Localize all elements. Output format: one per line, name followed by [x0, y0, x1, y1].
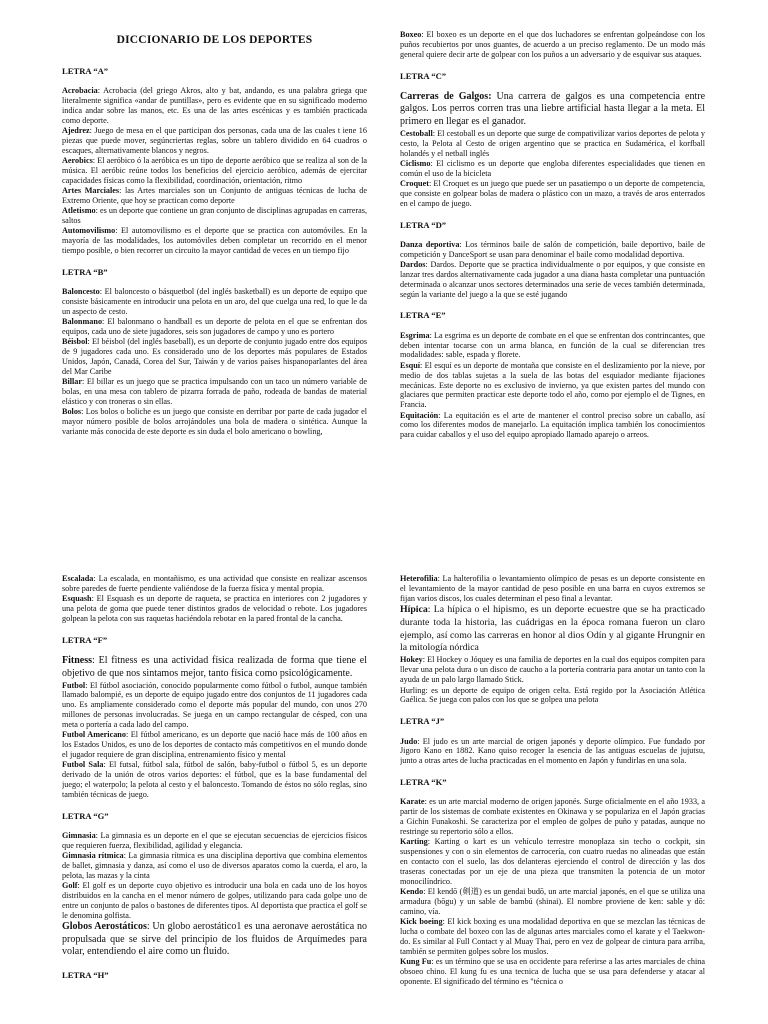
entry-term: Ajedrez [62, 125, 90, 135]
dictionary-entry [400, 331, 705, 361]
entry-definition: : La esgrima es un deporte de combate en el que se enfrentan dos contrincantes, que deben intentar tocarse con un arma blanca, en función de la cual se diferencian tres modalidades: sable, espada y florete. [400, 330, 705, 360]
section-heading: LETRA “C” [400, 70, 447, 81]
entry-term: Baloncesto [62, 287, 100, 297]
entry-definition: : La escalada, en montañismo, es una actividad que consiste en realizar ascensos sobre paredes de fuerte pendiente valiéndose de la fuerza física y mental propia. [62, 574, 367, 593]
dictionary-entry [62, 760, 367, 799]
dictionary-entry [62, 377, 367, 407]
dictionary-entry [62, 287, 367, 317]
dictionary-entry [62, 574, 367, 594]
entry-term: Hokey [400, 655, 423, 665]
entry-definition: : El fútbol asociación, conocido popularmente como fútbol o futbol, aunque también llamado balompié, es un deporte de equipo jugado entre dos conjuntos de 11 jugadores cada uno. Es ampliamente considerado como el deporte más popular del mundo, con unos 270 millones de personas involucradas. Se juega en un campo rectangular de césped, con una meta o portería a cada lado del campo. [62, 680, 367, 729]
entry-definition: : es un deporte que contiene un gran conjunto de disciplinas agrupadas en carreras, saltos [62, 206, 367, 226]
dictionary-entry [62, 655, 367, 680]
entry-term: Futbol Americano [62, 730, 126, 740]
entry-term: Automovilismo [62, 226, 116, 236]
entry-definition: : las Artes marciales son un Conjunto de antiguas técnicas de lucha de Extremo Oriente, que hoy se practican como deporte [62, 186, 367, 205]
entry-term: Kung Fu [400, 956, 432, 966]
dictionary-entry [400, 411, 705, 441]
entry-definition: : El kendō (剣道) es un gendai budō, un arte marcial japonés, en el que se utiliza una armadura (bōgu) y un sable de bambú (shinai). El nombre proviene de ken: sable y dō: camino, vía. [400, 886, 705, 916]
dictionary-entry [400, 361, 705, 410]
entry-text: Hurling: es un deporte de equipo de origen celta. Está regido por la Asociación Atlética Gaélica. Se juega con palos con los que se golpea una pelota [400, 685, 705, 705]
entry-definition: : El ciclismo es un deporte que engloba diferentes especialidades que tienen en común el uso de la bicicleta [400, 158, 705, 178]
entry-term: Futbol Sala [62, 760, 104, 770]
dictionary-entry [62, 881, 367, 920]
entry-term: Ciclismo [400, 158, 431, 168]
dictionary-entry [62, 921, 367, 959]
entry-term: Heterofilia [400, 574, 438, 583]
entry-definition: : El Croquet es un juego que puede ser un pasatiempo o un deporte de competencia, que consiste en golpear bolas de madera o plástico con un mazo, a través de aros enterrados en el campo de juego. [400, 179, 705, 208]
dictionary-entry [400, 837, 705, 886]
section-heading: LETRA “H” [62, 969, 109, 980]
dictionary-entry [400, 30, 705, 60]
entry-definition: : El balonmano o handball es un deporte de pelota en el que se enfrentan dos equipos, cada uno de siete jugadores, seis son jugadores de campo y uno es portero [62, 317, 367, 337]
entry-term: Bolos [62, 407, 82, 417]
entry-definition: : La gimnasia es un deporte en el que se ejecutan secuencias de ejercicios físicos que requieren fuerza, flexibilidad, agilidad y elegancia. [62, 830, 367, 850]
entry-term: Fitness [62, 655, 92, 667]
column-2 [400, 30, 705, 530]
entry-definition: : La halterofilia o levantamiento olímpico de pesas es un deporte consistente en el levantamiento de la mayor cantidad de peso posible en una barra en cuyos extremos se fijan varios discos, los cuales determinan el peso final a levantar. [400, 574, 705, 603]
entry-term: Kendo [400, 886, 424, 896]
dictionary-entry [62, 206, 367, 226]
dictionary-entry [62, 126, 367, 156]
section-heading: LETRA “D” [400, 219, 447, 230]
section-heading: LETRA “F” [62, 634, 108, 645]
entry-term: Atletismo [62, 206, 96, 216]
entry-definition: : El esquí es un deporte de montaña que consiste en el deslizamiento por la nieve, por medio de dos tablas sujetas a la suela de las botas del esquiador mediante fijaciones mecánicas. Este deporte no es exclusivo de invierno, ya que existen partes del mundo con glaciares que permiten practicar este deporte todo el año, como por ejemplo el de Tignes, en Francia. [400, 360, 705, 410]
dictionary-entry [62, 831, 367, 851]
dictionary-entry [62, 407, 367, 437]
entry-term: Béisbol [62, 337, 88, 347]
entry-term: Escalada [62, 574, 94, 583]
dictionary-entry [62, 186, 367, 206]
dictionary-entry [400, 957, 705, 987]
section-heading: LETRA “G” [62, 810, 109, 821]
entry-term: Karate [400, 797, 425, 807]
entry-definition: : El Hockey o Jóquey es una familia de deportes en la cual dos equipos compiten para llevar una pelota dura o un disco de caucho a la portería contraria para anotar un tanto con la ayuda de un palo largo llamado Stick. [400, 655, 705, 685]
entry-definition: : es un arte marcial moderno de origen japonés. Surge oficialmente en el año 1933, a partir de los sistemas de combate existentes en Okinawa y se populariza en el Japón gracias a Gichin Funakoshi. Se caracteriza por el empleo de golpes de puño y patadas, aunque no restringe su repertorio sólo a ellos. [400, 797, 705, 836]
section-heading: LETRA “K” [400, 777, 447, 788]
entry-definition: : El boxeo es un deporte en el que dos luchadores se enfrentan golpeándose con los puños recubiertos por unos guantes, de acuerdo a un preciso reglamento. De un modo más general quiere decir arte de golpear con los puños a un adversario y de esquivar sus ataques. [400, 30, 705, 59]
dictionary-entry [400, 240, 705, 260]
dictionary-entry [62, 730, 367, 760]
entry-definition: : Un globo aerostático1 es una aeronave aerostática no propulsada que se sirve del principio de los fluidos de Arquímedes para volar, entendiendo el aire como un fluido. [62, 921, 367, 958]
entry-definition: : El baloncesto o básquetbol (del inglés basketball) es un deporte de equipo que consiste básicamente en introducir una pelota en un aro, del que cuelga una red, lo que le da un aspecto de cesto. [62, 287, 367, 316]
entry-definition: : La gimnasia rítmica es una disciplina deportiva que combina elementos de ballet, gimnasia y danza, así como el uso de diversos aparatos como la cuerda, el aro, la pelota, las mazas y la cinta [62, 851, 367, 880]
entry-term: Karting [400, 837, 428, 847]
entry-term: Boxeo [400, 30, 422, 39]
dictionary-entry [62, 681, 367, 730]
dictionary-entry [400, 797, 705, 836]
entry-term: Judo [400, 736, 418, 746]
entry-term: Equitación [400, 410, 439, 420]
dictionary-entry [62, 86, 367, 125]
entry-definition: : Juego de mesa en el que participan dos personas, cada una de las cuales t iene 16 piezas que puede mover, segúncriertas reglas, sobre un tablero dividido en 64 cuadros o escaques, alternativamente blancos y negros. [62, 125, 367, 155]
entry-definition: : es un término que se usa en occidente para referirse a las artes marciales de china obsoeo chino. El kung fu es una tecnica de lucha que se usa para defenderse y atacar al oponente. El significado del término es "técnica o [400, 956, 705, 986]
entry-term: Futbol [62, 680, 86, 690]
entry-definition: : El kick boxing es una modalidad deportiva en que se mezclan las técnicas de lucha o combate del boxeo con las de algunas artes marciales como el karate y el Taekwon-do. Es similar al Full Contact y al Muay Thai, pero en vez de golpear de cintura para arriba, también se permiten golpes sobre los muslos. [400, 916, 705, 956]
dictionary-entry [400, 887, 705, 917]
entry-definition: : El futsal, fútbol sala, fútbol de salón, baby-futbol o fútbol 5, es un deporte derivado de la unión de otros varios deportes: el fútbol, que es la base fundamental del juego; el waterpolo; la pelota al cesto y el baloncesto. Tomando de éstos no sólo reglas, sino también técnicas de juego. [62, 760, 367, 799]
entry-term: Cestoball [400, 128, 433, 138]
dictionary-entry [62, 337, 367, 376]
dictionary-entry [62, 851, 367, 881]
section-heading: LETRA “E” [400, 310, 446, 321]
entry-definition: : Acrobacia (del griego Akros, alto y bat, andando, es una palabra griega que literalmente significa «andar de puntillas», pero es evidente que en su significado moderno indica andar sobre las manos, etc. Es una de las artes escénicas y es también practicada como deporte. [62, 86, 367, 125]
entry-term: Gimnasia [62, 830, 96, 840]
entry-term: Carreras de Galgos: [400, 90, 492, 102]
entry-term: Croquet [400, 179, 429, 189]
dictionary-entry [62, 226, 367, 256]
entry-term: Gimnasia rítmica [62, 851, 124, 861]
entry-definition: : Dardos. Deporte que se practica individualmente o por equipos, y que consiste en lanzar tres dardos alternativamente cada jugador a una diana hasta completar una puntuación determinada o alcanzar unos sectores determinados una serie de veces también determinada, según la variante del juego a la que se esté jugando [400, 260, 705, 299]
entry-definition: : El aeróbico ó la aeróbica es un tipo de deporte aeróbico que se realiza al son de la música. El aeróbic reúne todos los beneficios del ejercicio aeróbico, además de ejercitar capacidades físicas como la flexibilidad, coordinación, orientación, ritmo [62, 156, 367, 185]
entry-term: Globos Aerostáticos [62, 921, 147, 933]
dictionary-entry [400, 129, 705, 159]
entry-term: Artes Marciales [62, 186, 120, 196]
column-1 [62, 30, 367, 530]
document-title: DICCIONARIO DE LOS DEPORTES [116, 34, 313, 46]
dictionary-entry [62, 156, 367, 186]
section-heading: LETRA “J” [400, 716, 445, 727]
column-3 [62, 574, 367, 1024]
section-heading: LETRA “A” [62, 65, 109, 76]
dictionary-entry [400, 159, 705, 179]
entry-term: Hípica [400, 604, 428, 616]
section-heading: LETRA “B” [62, 266, 108, 277]
entry-term: Esquash [62, 594, 92, 604]
entry-definition: Una carrera de galgos es una competencia entre galgos. Los perros corren tras una liebre artificial hasta llegar a la meta. El primero en llegar es el ganador. [400, 90, 705, 127]
dictionary-entry [400, 917, 705, 956]
entry-definition: : El Esquash es un deporte de raqueta, se practica en interiores con 2 jugadores y una pelota de goma que puede tener distintos grados de velocidad o rebote. Los jugadores golpean la pelota con sus raquetas haciéndola rebotar en la pared frontal de la cancha. [62, 594, 367, 623]
entry-term: Aerobics [62, 156, 93, 166]
entry-term: Balonmano [62, 317, 103, 327]
dictionary-entry [400, 91, 705, 129]
entry-definition: : El judo es un arte marcial de origen japonés y deporte olímpico. Fue fundado por Jigoro Kano en 1882. Kano quiso recoger la esencia de las antiguas escuelas de jujutsu, junto a otras artes de lucha practicadas en el momento en Japón y fundirlas en una sola. [400, 736, 705, 766]
entry-definition: : El béisbol (del inglés baseball), es un deporte de conjunto jugado entre dos equipos de 9 jugadores cada uno. Es considerado uno de los deportes más populares de Estados Unidos, Japón, Canadá, Corea del Sur, Taiwán y de varios países hispanoparlantes del área del Mar Caribe [62, 337, 367, 377]
entry-definition: : El fitness es una actividad física realizada de forma que tiene el objetivo de que nos sintamos mejor, tanto física como psicológicamente. [62, 655, 367, 679]
dictionary-entry [400, 179, 705, 209]
entry-definition: : La hípica o el hipismo, es un deporte ecuestre que se ha practicado durante toda la historia, las cuádrigas en la época romana fueron un claro ejemplo, así como las carreras en honor al dios Odín y al gigante Hrungnir en la mitología nórdica [400, 604, 705, 654]
dictionary-entry [400, 260, 705, 299]
entry-term: Esquí [400, 360, 421, 370]
dictionary-entry [400, 604, 705, 655]
entry-term: Golf [62, 881, 78, 891]
dictionary-entry [62, 594, 367, 624]
entry-definition: : El golf es un deporte cuyo objetivo es introducir una bola en cada uno de los hoyos distribuidos en la cancha en el menor número de golpes, utilizando para cada golpe uno de entre un conjunto de palos o bastones de diferentes tipos. Al deportista que practica el golf se le denomina golfista. [62, 881, 367, 920]
dictionary-entry [62, 317, 367, 337]
entry-term: Kick boeing [400, 916, 443, 926]
entry-term: Acrobacia [62, 86, 98, 96]
entry-definition: : Karting o kart es un vehículo terrestre monoplaza sin techo o cockpit, sin suspensiones y con o sin elementos de carrocería, con cuatro ruedas no alineadas que están en contacto con el suelo, las dos delanteras ejerciendo el control de dirección y las dos traseras conectadas por un eje de una pieza que transmiten la potencia de un motor monocilíndrico. [400, 837, 705, 886]
dictionary-entry [400, 655, 705, 685]
entry-definition: : La equitación es el arte de mantener el control preciso sobre un caballo, así como los diferentes modos de manejarlo. La equitación implica también los conocimientos para cuidar caballos y el uso del equipo apropiado llamado aparejo o arreos. [400, 410, 705, 440]
entry-term: Dardos [400, 260, 426, 270]
entry-definition: : El billar es un juego que se practica impulsando con un taco un número variable de bolas, en una mesa con tablero de pizarra forrada de paño, rodeada de bandas de material elástico y con troneras o sin ellas. [62, 377, 367, 407]
entry-term: Danza deportiva [400, 239, 460, 249]
entry-definition: : El cestoball es un deporte que surge de compativilizar varios deportes de pelota y cesto, la Pelota al Cesto de origen argentino que se practica en Sudamérica, el korfball holandés y el netball inglés [400, 128, 705, 158]
entry-definition: : El fútbol americano, es un deporte que nació hace más de 100 años en los Estados Unidos, es uno de los deportes de contacto más competitivos en el mundo donde el jugador requiere de gran disciplina, entrenamiento físico y mental [62, 730, 367, 759]
entry-definition: : Los bolos o boliche es un juego que consiste en derribar por parte de cada jugador el mayor número posible de bolos arrojándoles una bola de madera o sintética. Aunque la variante más conocida de este deporte es sin duda el bolo americano o bowling, [62, 407, 367, 437]
entry-definition: : El automovilismo es el deporte que se practica con automóviles. En la mayoría de las modalidades, los automóviles deben completar un recorrido en el menor tiempo posible, o bien recorrer un circuito la mayor cantidad de veces en un tiempo fijo [62, 226, 367, 256]
dictionary-entry [400, 574, 705, 604]
column-4 [400, 574, 705, 1024]
entry-term: Esgrima [400, 330, 430, 340]
entry-definition: : Los términos baile de salón de competición, baile deportivo, baile de competición y DanceSport se usan para denominar el baile como modalidad deportiva. [400, 239, 705, 259]
dictionary-entry [400, 737, 705, 767]
entry-term: Billar [62, 377, 83, 387]
